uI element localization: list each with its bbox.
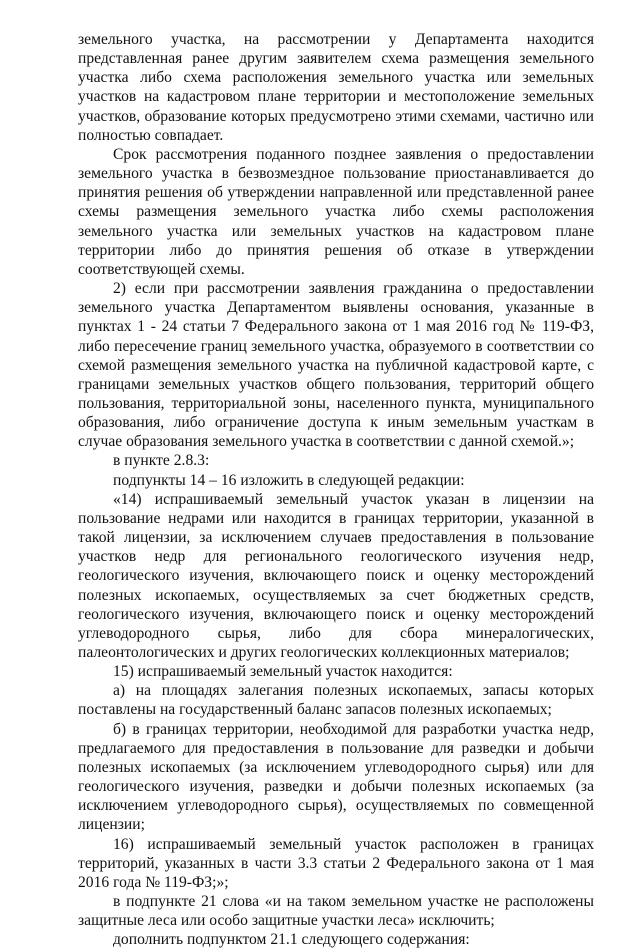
paragraph-4: в пункте 2.8.3: — [113, 452, 210, 470]
document-page — [78, 30, 594, 950]
paragraph-12: дополнить подпунктом 21.1 следующего содержания: — [113, 931, 470, 949]
paragraph-11: в подпункте 21 слова «и на таком земельном участке не расположены защитные леса или особо защитные участки леса» исключить; — [78, 893, 594, 930]
paragraph-8: а) на площадях залегания полезных ископаемых, запасы которых поставлены на государственный баланс запасов полезных ископаемых; — [78, 682, 594, 719]
paragraph-5: подпункты 14 – 16 изложить в следующей редакции: — [113, 471, 465, 489]
paragraph-6: «14) испрашиваемый земельный участок указан в лицензии на пользование недрами или находится в границах территории, указанной в такой лицензии, за исключением случаев предоставления в пользование участков недр для регионального геологического изучения недр, геологического изучения, включающего поиск и оценку месторождений полезных ископаемых, осуществляемых за счет бюджетных средств, геологического изучения, включающего поиск и оценку месторождений углеводородного сырья, либо для сбора минералогических, палеонтологических и других геологических коллекционных материалов; — [78, 490, 594, 661]
paragraph-1: земельного участка, на рассмотрении у Департамента находится представленная ранее другим заявителем схема размещения земельного участка либо схема расположения земельного участка или земельных участков на кадастровом плане территории и местоположение земельных участков, образование которых предусмотрено этими схемами, частично или полностью совпадает. — [78, 31, 594, 144]
paragraph-9: б) в границах территории, необходимой для разработки участка недр, предлагаемого для предоставления в пользование для разведки и добычи полезных ископаемых (за исключением углеводородного сырья) или для геологического изучения, разведки и добычи полезных ископаемых (за исключением углеводородного сырья), осуществляемых по совмещенной лицензии; — [78, 720, 594, 834]
paragraph-10: 16) испрашиваемый земельный участок расположен в границах территорий, указанных в части 3.3 статьи 2 Федерального закона от 1 мая 2016 года № 119-ФЗ;»; — [78, 835, 594, 891]
paragraph-7: 15) испрашиваемый земельный участок находится: — [113, 663, 453, 681]
paragraph-3: 2) если при рассмотрении заявления гражданина о предоставлении земельного участка Департаментом выявлены основания, указанные в пунктах 1 - 24 статьи 7 Федерального закона от 1 мая 2016 год № 119-ФЗ, либо пересечение границ земельного участка, образуемого в соответствии со схемой размещения земельного участка на публичной кадастровой карте, с границами земельных участков общего пользования, территорий общего пользования, территориальной зоны, населенного пункта, муниципального образования, либо ограничение доступа к иным земельным участкам в случае образования земельного участка в соответствии с данной схемой.»; — [78, 280, 594, 451]
paragraph-2: Срок рассмотрения поданного позднее заявления о предоставлении земельного участка в безвозмездное пользование приостанавливается до принятия решения об утверждении направленной или представленной ранее схемы размещения земельного участка либо схемы расположения земельного участка или земельных участков на кадастровом плане территории либо до принятия решения об отказе в утверждении соответствующей схемы. — [78, 145, 594, 278]
